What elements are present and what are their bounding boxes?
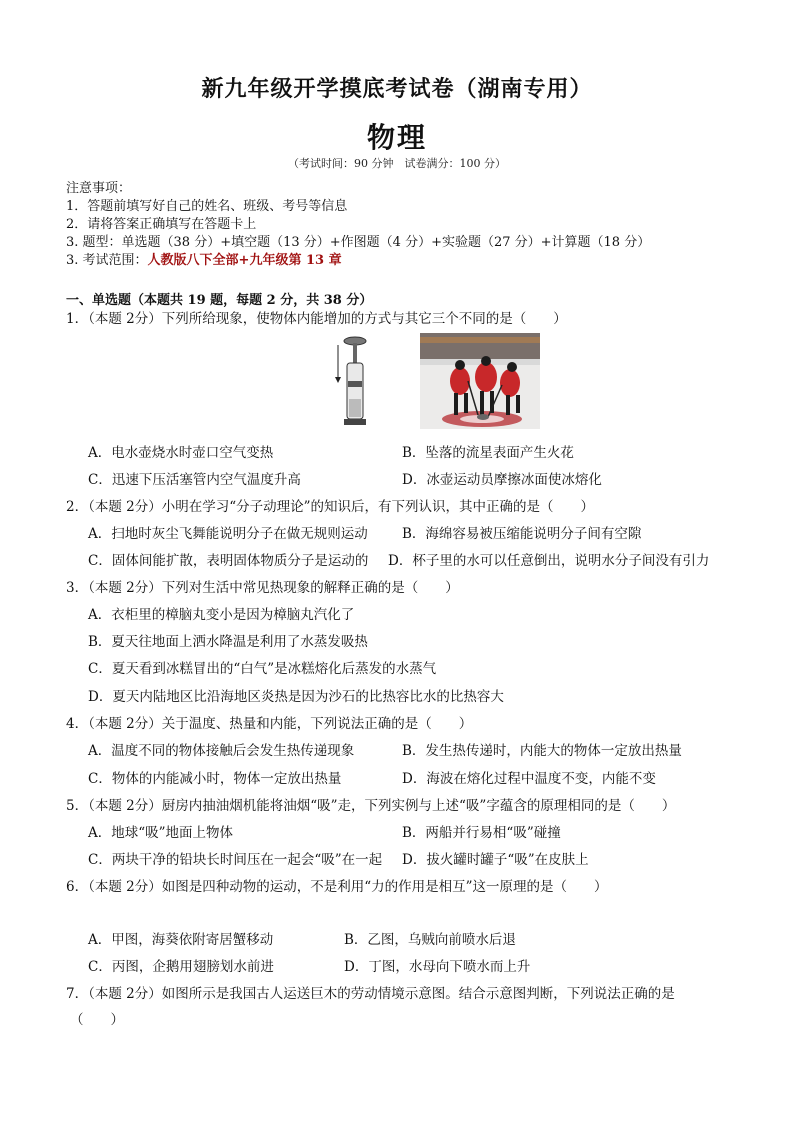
option-a: A．温度不同的物体接触后会发生热传递现象 — [88, 743, 355, 759]
notes-heading: 注意事项： — [66, 181, 132, 196]
option-d: D．冰壶运动员摩擦冰面使冰熔化 — [402, 472, 602, 488]
option-a: A．电水壶烧水时壶口空气变热 — [88, 445, 274, 461]
exam-title: 新九年级开学摸底考试卷（湖南专用） — [201, 77, 593, 102]
option-b: B．夏天往地面上洒水降温是利用了水蒸发吸热 — [88, 634, 368, 650]
question-stem: 4．（本题 2分）关于温度、热量和内能，下列说法正确的是（ ） — [66, 716, 473, 732]
option-d: D．海波在熔化过程中温度不变，内能不变 — [402, 771, 656, 787]
question-answer-bracket: （ ） — [70, 1012, 124, 1028]
note-scope — [66, 252, 342, 270]
option-a: A．甲图，海葵依附寄居蟹移动 — [88, 932, 274, 948]
option-b: B．乙图，乌贼向前喷水后退 — [344, 932, 516, 948]
question-stem: 1．（本题 2分）下列所给现象，使物体内能增加的方式与其它三个不同的是（ ） — [66, 311, 567, 327]
option-b: B．两船并行易相“吸”碰撞 — [402, 825, 561, 841]
note-item: 1．答题前填写好自己的姓名、班级、考号等信息 — [66, 199, 348, 214]
option-c: C．物体的内能减小时，物体一定放出热量 — [88, 771, 342, 787]
curling-photo — [420, 333, 540, 429]
option-c: C．迅速下压活塞管内空气温度升高 — [88, 472, 301, 488]
note-scope-value: 人教版八下全部+九年级第 13 章 — [147, 253, 342, 268]
option-d: D．拔火罐时罐子“吸”在皮肤上 — [402, 852, 589, 868]
exam-info: （考试时间：90 分钟 试卷满分：100 分） — [288, 157, 506, 170]
option-b: B．发生热传递时，内能大的物体一定放出热量 — [402, 743, 682, 759]
note-item: 3. 题型：单选题（38 分）+填空题（13 分）+作图题（4 分）+实验题（27 分）+计算题（18 分） — [66, 235, 651, 250]
option-a: A．扫地时灰尘飞舞能说明分子在做无规则运动 — [88, 526, 368, 542]
section-heading: 一、单选题（本题共 19 题，每题 2 分，共 38 分） — [66, 293, 373, 308]
option-d: D．丁图，水母向下喷水而上升 — [344, 959, 531, 975]
option-c: C．两块干净的铅块长时间压在一起会“吸”在一起 — [88, 852, 383, 868]
option-a: A．地球“吸”地面上物体 — [88, 825, 234, 841]
question-stem: 6．（本题 2分）如图是四种动物的运动，不是利用“力的作用是相互”这一原理的是（ ） — [66, 879, 608, 895]
option-b: B．坠落的流星表面产生火花 — [402, 445, 574, 461]
subject-title: 物理 — [366, 121, 427, 154]
note-item: 2．请将答案正确填写在答题卡上 — [66, 217, 257, 232]
note-scope-label: 3. 考试范围： — [66, 253, 148, 268]
option-c: C．丙图，企鹅用翅膀划水前进 — [88, 959, 274, 975]
option-a: A．衣柜里的樟脑丸变小是因为樟脑丸汽化了 — [88, 607, 355, 623]
question-stem: 7．（本题 2分）如图所示是我国古人运送巨木的劳动情境示意图。结合示意图判断，下列说法正确的是 — [66, 986, 675, 1002]
question-stem: 3．（本题 2分）下列对生活中常见热现象的解释正确的是（ ） — [66, 580, 459, 596]
question-stem: 5．（本题 2分）厨房内抽油烟机能将油烟“吸”走，下列实例与上述“吸”字蕴含的原理相同的是（ ） — [66, 798, 676, 814]
option-d: D．夏天内陆地区比沿海地区炎热是因为沙石的比热容比水的比热容大 — [88, 689, 504, 705]
option-d: D．杯子里的水可以任意倒出，说明水分子间没有引力 — [388, 553, 710, 569]
air-pump-figure — [330, 333, 374, 431]
option-b: B．海绵容易被压缩能说明分子间有空隙 — [402, 526, 642, 542]
question-stem: 2．（本题 2分）小明在学习“分子动理论”的知识后，有下列认识，其中正确的是（ ） — [66, 499, 595, 515]
option-c: C．固体间能扩散，表明固体物质分子是运动的 — [88, 553, 369, 569]
option-c: C．夏天看到冰糕冒出的“白气”是冰糕熔化后蒸发的水蒸气 — [88, 661, 437, 677]
